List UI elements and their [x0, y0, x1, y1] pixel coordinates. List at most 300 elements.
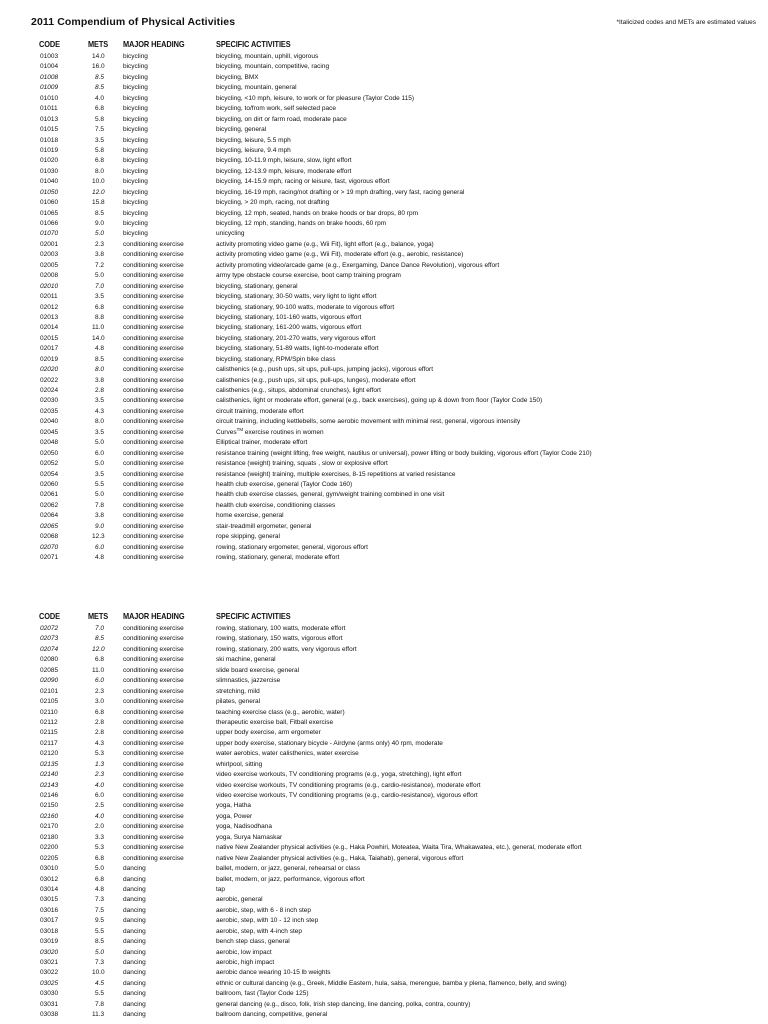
cell-specific-activity: [216, 240, 434, 250]
cell-specific-activity: [216, 781, 481, 791]
cell-major-heading: bicycling: [123, 126, 148, 134]
activity-text: whirlpool, sitting: [216, 760, 263, 768]
table-row: [0, 666, 768, 676]
cell-mets: 7.2: [94, 261, 104, 269]
table-row: [0, 927, 768, 937]
cell-major-heading: bicycling: [123, 230, 148, 238]
cell-mets: 8.5: [94, 84, 104, 92]
cell-mets: 4.8: [94, 554, 104, 561]
cell-specific-activity: [216, 906, 311, 916]
activity-text: native New Zealander physical activities (e.g., Haka Powhiri, Moteatea, Waita Tira, Whakawatea, etc.), general, moderate effort: [216, 844, 582, 852]
cell-code: 02035: [40, 407, 59, 415]
cell-code: 02071: [40, 554, 59, 561]
table-row: [0, 989, 768, 999]
cell-code: 02005: [40, 261, 59, 269]
cell-major-heading: conditioning exercise: [123, 418, 184, 426]
cell-specific-activity: [216, 198, 329, 208]
activity-text: pilates, general: [216, 698, 261, 706]
cell-specific-activity: [216, 833, 282, 843]
cell-code: 03017: [40, 917, 59, 925]
cell-specific-activity: [216, 697, 260, 707]
activity-text: aerobic, general: [216, 896, 263, 904]
cell-code: 02050: [40, 449, 59, 457]
cell-major-heading: conditioning exercise: [123, 366, 184, 374]
table-row: [0, 906, 768, 916]
activity-text: bicycling, stationary, 201-270 watts, very vigorous effort: [216, 334, 376, 342]
cell-code: 02200: [40, 844, 59, 852]
activity-text: calisthenics (e.g., push ups, sit ups, pull-ups, jumping jacks), vigorous effort: [216, 366, 434, 374]
activity-text: water aerobics, water calisthenics, water exercise: [216, 750, 359, 758]
cell-major-heading: dancing: [123, 948, 146, 956]
table-row: [0, 177, 768, 187]
cell-major-heading: dancing: [123, 1000, 146, 1008]
cell-mets: 2.5: [94, 802, 104, 810]
activity-text: aerobic, step, with 4-inch step: [216, 927, 302, 935]
table-row: [0, 167, 768, 177]
activity-text: upper body exercise, arm ergometer: [216, 729, 321, 737]
activity-text: activity promoting video game (e.g., Wii Fit), light effort (e.g., balance, yoga): [216, 240, 434, 248]
cell-specific-activity: [216, 490, 444, 500]
cell-mets: 2.8: [94, 387, 104, 394]
table-row: [0, 376, 768, 386]
cell-code: 01003: [40, 53, 59, 60]
activity-text: circuit training, including kettlebells, some aerobic movement with minimal rest, general, vigorous intensity: [216, 418, 521, 426]
cell-major-heading: conditioning exercise: [123, 823, 184, 831]
cell-major-heading: conditioning exercise: [123, 345, 184, 353]
table-row: [0, 885, 768, 895]
activity-text: ballroom dancing, competitive, general: [216, 1011, 328, 1019]
activity-text: ballet, modern, or jazz, general, rehearsal or class: [216, 865, 361, 873]
cell-mets: 5.0: [94, 439, 104, 447]
cell-mets: 7.5: [94, 906, 104, 914]
cell-mets: 6.8: [94, 854, 104, 862]
table-row: [0, 490, 768, 500]
cell-specific-activity: [216, 1010, 327, 1020]
cell-specific-activity: [216, 655, 276, 665]
cell-code: 02160: [40, 812, 59, 820]
cell-code: 01010: [40, 94, 59, 102]
cell-mets: 10.0: [92, 969, 105, 977]
activity-text: video exercise workouts, TV conditioning programs (e.g., yoga, stretching), light effort: [216, 771, 462, 779]
cell-major-heading: conditioning exercise: [123, 854, 184, 862]
table-header: [0, 610, 768, 624]
cell-mets: 9.5: [94, 917, 104, 925]
table-row: [0, 532, 768, 542]
table-row: [0, 188, 768, 198]
cell-code: 02048: [40, 439, 59, 447]
activity-text: upper body exercise, stationary bicycle - Airdyne (arms only) 40 rpm, moderate: [216, 739, 443, 747]
table-row: [0, 303, 768, 313]
cell-mets: 5.0: [94, 460, 104, 468]
cell-major-heading: bicycling: [123, 199, 148, 207]
cell-code: 02146: [40, 792, 59, 799]
cell-code: 03031: [40, 1000, 59, 1008]
table-row: [0, 511, 768, 521]
cell-mets: 9.0: [94, 220, 104, 227]
table-header: [0, 38, 768, 52]
cell-code: 02072: [40, 625, 59, 632]
table-body: [0, 52, 768, 563]
cell-specific-activity: [216, 386, 381, 396]
cell-specific-activity: [216, 728, 321, 738]
cell-major-heading: conditioning exercise: [123, 460, 184, 468]
table-row: [0, 501, 768, 511]
cell-code: 01040: [40, 178, 59, 186]
cell-mets: 8.5: [94, 938, 104, 946]
cell-major-heading: conditioning exercise: [123, 812, 184, 820]
cell-mets: 5.5: [94, 480, 104, 488]
cell-major-heading: conditioning exercise: [123, 272, 184, 280]
cell-mets: 16.0: [92, 63, 105, 71]
cell-code: 01066: [40, 220, 59, 227]
cell-major-heading: conditioning exercise: [123, 750, 184, 758]
activity-text: rowing, stationary, 100 watts, moderate effort: [216, 625, 346, 632]
cell-major-heading: bicycling: [123, 209, 148, 217]
table-row: [0, 156, 768, 166]
cell-mets: 6.0: [94, 449, 104, 457]
cell-mets: 3.3: [94, 833, 104, 841]
cell-code: 02105: [40, 698, 59, 706]
table-body: [0, 624, 768, 1021]
table-row: [0, 52, 768, 62]
activity-text: unicycling: [216, 230, 245, 238]
cell-mets: 5.0: [94, 948, 104, 956]
cell-mets: 11.0: [92, 666, 105, 674]
cell-major-heading: conditioning exercise: [123, 543, 184, 551]
table-row: [0, 83, 768, 93]
cell-specific-activity: [216, 177, 390, 187]
cell-code: 02143: [40, 781, 59, 789]
cell-specific-activity: [216, 376, 416, 386]
cell-code: 02014: [40, 324, 59, 332]
cell-specific-activity: [216, 83, 297, 93]
activity-text: yoga, Surya Namaskar: [216, 833, 283, 841]
cell-code: 02068: [40, 533, 59, 541]
cell-major-heading: bicycling: [123, 146, 148, 154]
table-row: [0, 313, 768, 323]
activity-text: yoga, Power: [216, 812, 253, 820]
cell-major-heading: bicycling: [123, 73, 148, 81]
cell-specific-activity: [216, 511, 284, 521]
table-row: [0, 146, 768, 156]
table-row: [0, 624, 768, 634]
cell-major-heading: dancing: [123, 865, 146, 873]
table-row: [0, 1000, 768, 1010]
cell-specific-activity: [216, 104, 336, 114]
cell-code: 02074: [40, 645, 59, 653]
cell-code: 02061: [40, 491, 59, 499]
table-row: [0, 62, 768, 72]
cell-code: 02012: [40, 303, 59, 311]
activity-text: activity promoting video game (e.g., Wii Fit), moderate effort (e.g., aerobic, resistance): [216, 251, 464, 259]
cell-major-heading: conditioning exercise: [123, 324, 184, 332]
cell-specific-activity: [216, 407, 304, 417]
cell-mets: 5.0: [94, 491, 104, 499]
table-row: [0, 739, 768, 749]
table-row: [0, 708, 768, 718]
table-row: [0, 791, 768, 801]
activity-text: aerobic, step, with 6 - 8 inch step: [216, 906, 312, 914]
cell-specific-activity: [216, 449, 592, 459]
cell-major-heading: bicycling: [123, 178, 148, 186]
table-row: [0, 250, 768, 260]
cell-specific-activity: [216, 749, 359, 759]
activity-text: stair-treadmill ergometer, general: [216, 522, 312, 530]
cell-mets: 3.5: [94, 136, 104, 144]
cell-major-heading: dancing: [123, 969, 146, 977]
table-row: [0, 355, 768, 365]
cell-code: 03018: [40, 927, 59, 935]
cell-major-heading: bicycling: [123, 220, 148, 227]
cell-specific-activity: [216, 634, 343, 644]
cell-mets: 4.3: [94, 739, 104, 747]
table-row: [0, 958, 768, 968]
cell-mets: 3.5: [94, 428, 104, 436]
column-header-specific-activities: SPECIFIC ACTIVITIES: [216, 40, 291, 49]
cell-mets: 2.3: [94, 240, 104, 248]
cell-code: 03030: [40, 990, 59, 998]
table-row: [0, 655, 768, 665]
cell-major-heading: conditioning exercise: [123, 407, 184, 415]
cell-major-heading: conditioning exercise: [123, 449, 184, 457]
cell-code: 03015: [40, 896, 59, 904]
cell-major-heading: conditioning exercise: [123, 729, 184, 737]
cell-code: 03022: [40, 969, 59, 977]
cell-specific-activity: [216, 543, 368, 553]
cell-code: 02052: [40, 460, 59, 468]
table-row: [0, 781, 768, 791]
cell-major-heading: conditioning exercise: [123, 760, 184, 768]
cell-code: 02024: [40, 387, 59, 394]
table-row: [0, 94, 768, 104]
cell-mets: 7.8: [94, 1000, 104, 1008]
cell-specific-activity: [216, 666, 299, 676]
table-row: [0, 718, 768, 728]
cell-mets: 5.0: [94, 272, 104, 280]
table-row: [0, 979, 768, 989]
cell-mets: 6.0: [94, 543, 104, 551]
cell-mets: 3.5: [94, 470, 104, 478]
cell-specific-activity: [216, 522, 311, 532]
cell-specific-activity: [216, 365, 433, 375]
activity-text: slide board exercise, general: [216, 666, 300, 674]
activity-text: bicycling, to/from work, self selected pace: [216, 105, 336, 113]
cell-specific-activity: [216, 417, 520, 427]
activity-text: yoga, Hatha: [216, 802, 252, 810]
table-row: [0, 968, 768, 978]
cell-mets: 14.0: [92, 334, 105, 342]
cell-major-heading: conditioning exercise: [123, 645, 184, 653]
table-row: [0, 948, 768, 958]
table-row: [0, 895, 768, 905]
table-row: [0, 522, 768, 532]
cell-major-heading: conditioning exercise: [123, 512, 184, 520]
table-row: [0, 749, 768, 759]
cell-mets: 5.5: [94, 990, 104, 998]
activity-text: bicycling, 14-15.9 mph, racing or leisure, fast, vigorous effort: [216, 178, 390, 186]
table-row: [0, 676, 768, 686]
cell-code: 01019: [40, 146, 59, 154]
cell-major-heading: conditioning exercise: [123, 625, 184, 632]
cell-specific-activity: [216, 501, 335, 511]
cell-mets: 7.3: [94, 896, 104, 904]
activity-text: bicycling, 12 mph, seated, hands on brake hoods or bar drops, 80 rpm: [216, 209, 418, 217]
activity-text: rowing, stationary, 200 watts, very vigorous effort: [216, 645, 357, 653]
cell-code: 02022: [40, 376, 59, 384]
cell-code: 02120: [40, 750, 59, 758]
cell-mets: 14.0: [92, 53, 105, 60]
cell-major-heading: conditioning exercise: [123, 522, 184, 530]
cell-code: 03012: [40, 875, 59, 883]
cell-specific-activity: [216, 156, 352, 166]
cell-mets: 3.8: [94, 376, 104, 384]
table-row: [0, 459, 768, 469]
table-row: [0, 875, 768, 885]
table-section-2: [0, 610, 768, 1021]
cell-mets: 12.0: [92, 645, 105, 653]
cell-specific-activity: [216, 250, 463, 260]
cell-code: 02085: [40, 666, 59, 674]
activity-text: bicycling, 16-19 mph, racing/not drafting or > 19 mph drafting, very fast, racing general: [216, 188, 465, 196]
cell-code: 01030: [40, 167, 59, 175]
cell-mets: 8.8: [94, 313, 104, 321]
cell-major-heading: conditioning exercise: [123, 792, 184, 799]
table-row: [0, 386, 768, 396]
cell-code: 02040: [40, 418, 59, 426]
cell-major-heading: conditioning exercise: [123, 771, 184, 779]
cell-major-heading: dancing: [123, 927, 146, 935]
cell-code: 02008: [40, 272, 59, 280]
table-row: [0, 812, 768, 822]
table-row: [0, 209, 768, 219]
cell-specific-activity: [216, 968, 331, 978]
cell-specific-activity: [216, 927, 302, 937]
cell-specific-activity: [216, 937, 290, 947]
cell-specific-activity: [216, 167, 351, 177]
cell-major-heading: conditioning exercise: [123, 491, 184, 499]
table-row: [0, 417, 768, 427]
cell-major-heading: dancing: [123, 896, 146, 904]
cell-specific-activity: [216, 843, 582, 853]
cell-mets: 1.3: [94, 760, 104, 768]
activity-text: ballet, modern, or jazz, performance, vigorous effort: [216, 875, 365, 883]
activity-text: yoga, Nadisodhana: [216, 823, 273, 831]
cell-major-heading: conditioning exercise: [123, 282, 184, 290]
cell-mets: 6.8: [94, 105, 104, 113]
cell-mets: 10.0: [92, 178, 105, 186]
cell-major-heading: bicycling: [123, 157, 148, 165]
activity-text: aerobic dance wearing 10-15 lb weights: [216, 969, 331, 977]
activity-text: therapeutic exercise ball, Fitball exercise: [216, 718, 334, 726]
cell-code: 02180: [40, 833, 59, 841]
cell-code: 03020: [40, 948, 59, 956]
cell-specific-activity: [216, 718, 333, 728]
cell-major-heading: conditioning exercise: [123, 533, 184, 541]
cell-specific-activity: [216, 188, 464, 198]
activity-text: Elliptical trainer, moderate effort: [216, 439, 308, 447]
cell-specific-activity: [216, 323, 361, 333]
cell-mets: 4.5: [94, 979, 104, 987]
table-row: [0, 438, 768, 448]
cell-mets: 5.3: [94, 844, 104, 852]
document-title: 2011 Compendium of Physical Activities: [31, 16, 236, 28]
activity-text: rope skipping, general: [216, 533, 280, 541]
cell-code: 02017: [40, 345, 59, 353]
cell-specific-activity: [216, 854, 463, 864]
cell-mets: 8.5: [94, 635, 104, 643]
cell-mets: 3.0: [94, 698, 104, 706]
table-row: [0, 843, 768, 853]
activity-text: bicycling, mountain, competitive, racing: [216, 63, 330, 71]
table-row: [0, 553, 768, 563]
cell-major-heading: dancing: [123, 1011, 146, 1019]
table-row: [0, 261, 768, 271]
cell-specific-activity: [216, 470, 456, 480]
cell-specific-activity: [216, 989, 309, 999]
cell-specific-activity: [216, 708, 345, 718]
cell-major-heading: dancing: [123, 990, 146, 998]
table-row: [0, 396, 768, 406]
cell-major-heading: conditioning exercise: [123, 334, 184, 342]
cell-mets: 2.8: [94, 729, 104, 737]
cell-major-heading: conditioning exercise: [123, 480, 184, 488]
activity-text: ski machine, general: [216, 656, 276, 664]
cell-specific-activity: [216, 282, 298, 292]
activity-text: video exercise workouts, TV conditioning programs (e.g., cardio-resistance), vigorous effort: [216, 792, 478, 799]
cell-major-heading: conditioning exercise: [123, 708, 184, 716]
cell-mets: 7.3: [94, 959, 104, 966]
cell-specific-activity: [216, 219, 386, 229]
cell-specific-activity: [216, 94, 414, 104]
table-row: [0, 344, 768, 354]
cell-code: 01008: [40, 73, 59, 81]
cell-mets: 5.5: [94, 927, 104, 935]
cell-major-heading: dancing: [123, 917, 146, 925]
cell-specific-activity: [216, 209, 418, 219]
cell-code: 01020: [40, 157, 59, 165]
column-header-code: CODE: [39, 612, 60, 621]
cell-specific-activity: [216, 979, 567, 989]
cell-code: 03010: [40, 865, 59, 873]
cell-code: 02020: [40, 366, 59, 374]
activity-text: ballroom, fast (Taylor Code 125): [216, 990, 309, 998]
table-row: [0, 229, 768, 239]
table-row: [0, 292, 768, 302]
table-row: [0, 543, 768, 553]
activity-text: bicycling, stationary, 51-89 watts, light-to-moderate effort: [216, 345, 379, 353]
cell-mets: 8.5: [94, 209, 104, 217]
activity-text: stretching, mild: [216, 687, 260, 695]
cell-code: 02140: [40, 771, 59, 779]
activity-text: native New Zealander physical activities (e.g., Haka, Taiahab), general, vigorous effort: [216, 854, 464, 862]
cell-major-heading: conditioning exercise: [123, 698, 184, 706]
activity-text: bicycling, > 20 mph, racing, not drafting: [216, 199, 330, 207]
cell-mets: 6.8: [94, 708, 104, 716]
cell-major-heading: bicycling: [123, 53, 148, 60]
cell-specific-activity: [216, 645, 357, 655]
cell-specific-activity: [216, 532, 280, 542]
cell-code: 01015: [40, 126, 59, 134]
cell-specific-activity: [216, 438, 307, 448]
cell-major-heading: bicycling: [123, 105, 148, 113]
cell-specific-activity: [216, 553, 339, 563]
cell-mets: 3.8: [94, 251, 104, 259]
cell-major-heading: conditioning exercise: [123, 355, 184, 363]
table-row: [0, 407, 768, 417]
cell-specific-activity: [216, 822, 272, 832]
activity-text-continued: exercise routines in women: [243, 428, 324, 436]
cell-specific-activity: [216, 875, 365, 885]
